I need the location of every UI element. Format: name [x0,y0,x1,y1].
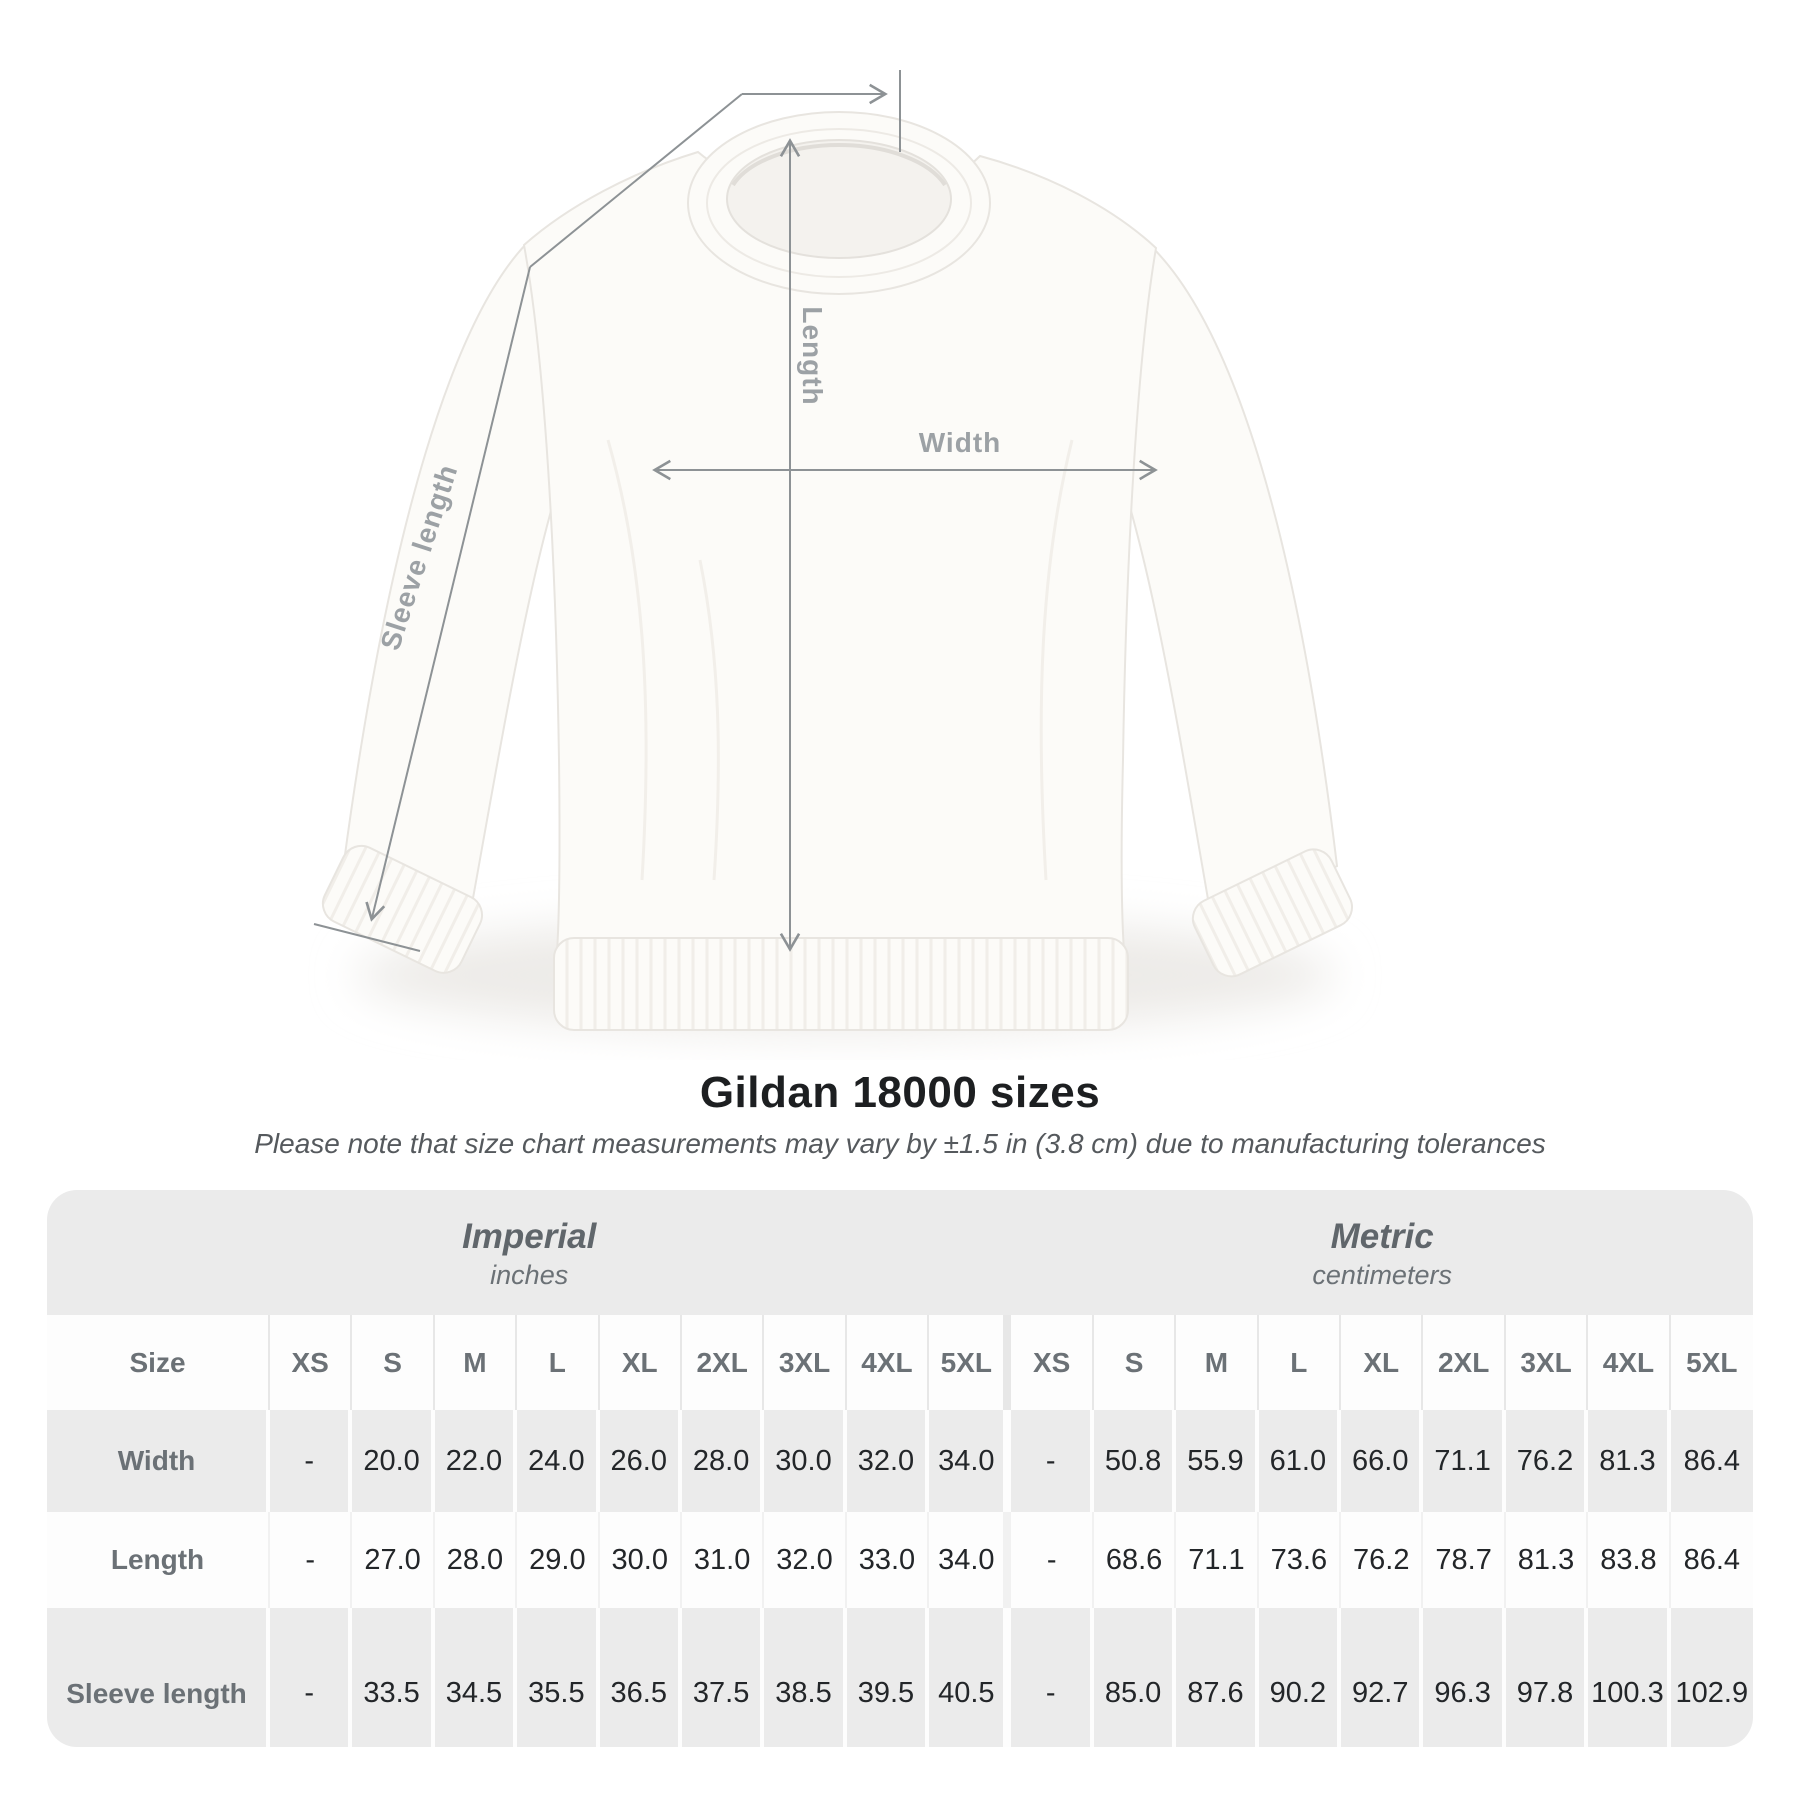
metric-title: Metric [1330,1216,1434,1256]
measure-cell-metric: 78.7 [1423,1512,1505,1608]
measure-cell-metric: 81.3 [1588,1410,1670,1512]
size-col-header-imperial-2xl: 2XL [682,1315,764,1410]
size-corner-label: Size [47,1315,270,1410]
measure-cell-imperial: 33.5 [352,1608,434,1747]
measure-cell-imperial: 34.5 [435,1608,517,1747]
measure-cell-metric: 85.0 [1094,1608,1176,1747]
measure-cell-metric: 71.1 [1176,1512,1258,1608]
row-label: Sleeve length [47,1608,270,1747]
measure-cell-metric: 55.9 [1176,1410,1258,1512]
measure-cell-metric: - [1011,1512,1093,1608]
measure-cell-metric: 90.2 [1259,1608,1341,1747]
measure-cell-imperial: 20.0 [352,1410,434,1512]
size-col-header-metric-4xl: 4XL [1588,1315,1670,1410]
measure-cell-metric: - [1011,1410,1093,1512]
measure-cell-imperial: 26.0 [600,1410,682,1512]
measure-cell-imperial: 30.0 [764,1410,846,1512]
measure-cell-imperial: 30.0 [600,1512,682,1608]
unit-header-band [47,1190,1753,1315]
measure-cell-metric: 71.1 [1423,1410,1505,1512]
measure-cell-metric: 73.6 [1259,1512,1341,1608]
size-col-header-metric-m: M [1176,1315,1258,1410]
measure-cell-metric: 76.2 [1506,1410,1588,1512]
size-col-header-imperial-4xl: 4XL [847,1315,929,1410]
measure-cell-metric: 66.0 [1341,1410,1423,1512]
imperial-unit: inches [490,1259,569,1290]
measure-cell-imperial: 33.0 [847,1512,929,1608]
measure-cell-metric: 83.8 [1588,1512,1670,1608]
row-label: Width [47,1410,270,1512]
measure-cell-imperial: 36.5 [600,1608,682,1747]
measure-cell-imperial: 34.0 [929,1410,1011,1512]
size-col-header-metric-3xl: 3XL [1506,1315,1588,1410]
measure-cell-imperial: 24.0 [517,1410,599,1512]
measure-cell-metric: 68.6 [1094,1512,1176,1608]
measure-cell-metric: - [1011,1608,1093,1747]
collar-opening [727,140,951,258]
sweatshirt-illustration [316,112,1359,1030]
size-table-card [47,1190,1753,1747]
length-label: Length [797,306,828,406]
page-title: Gildan 18000 sizes [699,1068,1101,1117]
size-col-header-metric-xl: XL [1341,1315,1423,1410]
size-col-header-imperial-l: L [517,1315,599,1410]
measure-cell-metric: 86.4 [1671,1410,1753,1512]
measure-cell-imperial: 28.0 [682,1410,764,1512]
measure-cell-imperial: 32.0 [764,1512,846,1608]
size-col-header-metric-5xl: 5XL [1671,1315,1753,1410]
measure-cell-imperial: 27.0 [352,1512,434,1608]
measure-cell-imperial: - [270,1410,352,1512]
measure-cell-metric: 61.0 [1259,1410,1341,1512]
imperial-title: Imperial [462,1216,597,1256]
measure-cell-imperial: 32.0 [847,1410,929,1512]
size-col-header-metric-xs: XS [1011,1315,1093,1410]
measure-cell-imperial: - [270,1608,352,1747]
measure-cell-metric: 100.3 [1588,1608,1670,1747]
measure-cell-metric: 76.2 [1341,1512,1423,1608]
measure-cell-imperial: 28.0 [435,1512,517,1608]
size-col-header-metric-2xl: 2XL [1423,1315,1505,1410]
measure-cell-imperial: 29.0 [517,1512,599,1608]
size-col-header-imperial-xs: XS [270,1315,352,1410]
tolerance-note: Please note that size chart measurements may vary by ±1.5 in (3.8 cm) due to manufacturing tolerances [254,1128,1546,1159]
measure-cell-metric: 102.9 [1671,1608,1753,1747]
imperial-header [47,1190,1011,1315]
measure-cell-metric: 92.7 [1341,1608,1423,1747]
hem-band [554,938,1128,1030]
measure-cell-imperial: 38.5 [764,1608,846,1747]
size-col-header-imperial-s: S [352,1315,434,1410]
measure-cell-imperial: 35.5 [517,1608,599,1747]
measure-cell-imperial: 34.0 [929,1512,1011,1608]
size-col-header-imperial-xl: XL [600,1315,682,1410]
width-label: Width [918,427,1002,458]
measure-cell-imperial: 37.5 [682,1608,764,1747]
size-col-header-imperial-m: M [435,1315,517,1410]
sleeve-length-label: Sleeve length [374,460,464,654]
measure-cell-imperial: - [270,1512,352,1608]
measure-cell-metric: 96.3 [1423,1608,1505,1747]
metric-header [1011,1190,1753,1315]
size-grid [47,1315,1753,1747]
size-col-header-metric-l: L [1259,1315,1341,1410]
measure-cell-metric: 50.8 [1094,1410,1176,1512]
measure-cell-imperial: 40.5 [929,1608,1011,1747]
measure-cell-imperial: 31.0 [682,1512,764,1608]
measure-cell-imperial: 22.0 [435,1410,517,1512]
size-col-header-metric-s: S [1094,1315,1176,1410]
size-col-header-imperial-3xl: 3XL [764,1315,846,1410]
measure-cell-metric: 86.4 [1671,1512,1753,1608]
row-label: Length [47,1512,270,1608]
measure-cell-metric: 81.3 [1506,1512,1588,1608]
measure-cell-metric: 97.8 [1506,1608,1588,1747]
metric-unit: centimeters [1312,1259,1452,1290]
measure-cell-metric: 87.6 [1176,1608,1258,1747]
size-col-header-imperial-5xl: 5XL [929,1315,1011,1410]
measure-cell-imperial: 39.5 [847,1608,929,1747]
